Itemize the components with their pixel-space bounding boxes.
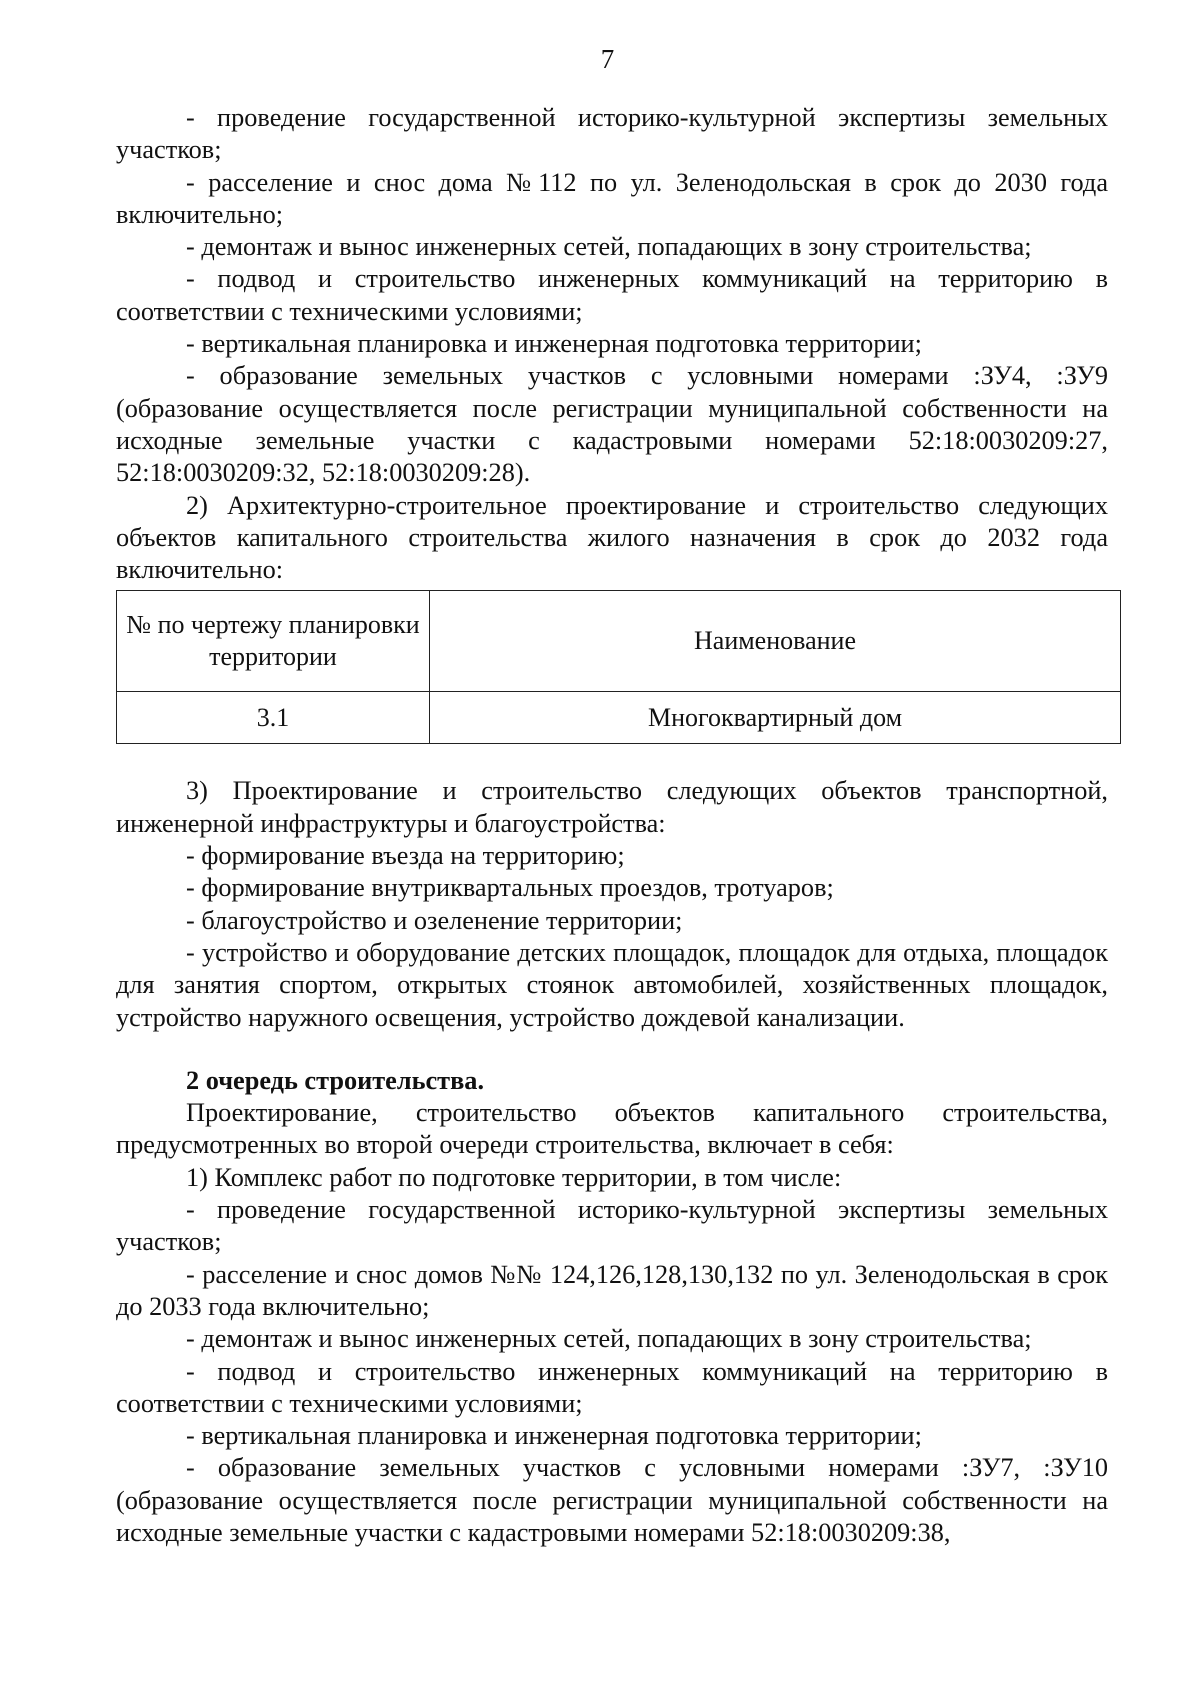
table-header-row [117, 591, 1121, 692]
paragraph: - образование земельных участков с условными номерами :ЗУ4, :ЗУ9 (образование осуществляется после регистрации муниципальной собственности на исходные земельные участки с кадастровыми номерами 52:18:0030209:27, 52:18:0030209:32, 52:18:0030209:28). [116, 361, 1108, 488]
paragraph: - проведение государственной историко-культурной экспертизы земельных участков; [116, 1195, 1108, 1257]
paragraph: - подвод и строительство инженерных коммуникаций на территорию в соответствии с техническими условиями; [116, 264, 1108, 326]
table-header-number: № по чертежу планировки территории [117, 591, 430, 692]
paragraph: - расселение и снос домов №№ 124,126,128,130,132 по ул. Зеленодольская в срок до 2033 года включительно; [116, 1259, 1108, 1321]
paragraph: 2) Архитектурно-строительное проектирование и строительство следующих объектов капитального строительства жилого назначения в срок до 2032 года включительно: [116, 490, 1108, 585]
objects-table [116, 590, 1121, 744]
paragraph: Проектирование, строительство объектов капитального строительства, предусмотренных во второй очереди строительства, включает в себя: [116, 1098, 1108, 1160]
paragraph: - демонтаж и вынос инженерных сетей, попадающих в зону строительства; [186, 232, 1032, 262]
paragraph: - вертикальная планировка и инженерная подготовка территории; [186, 1421, 922, 1451]
paragraph: - формирование внутриквартальных проездов, тротуаров; [186, 873, 834, 903]
paragraph: - образование земельных участков с условными номерами :ЗУ7, :ЗУ10 (образование осуществляется после регистрации муниципальной собственности на исходные земельные участки с кадастровыми номерами 52:18:0030209:38, [116, 1453, 1108, 1547]
section-heading: 2 очередь строительства. [186, 1065, 485, 1095]
document-body [116, 102, 1108, 1549]
paragraph: - проведение государственной историко-культурной экспертизы земельных участков; [116, 103, 1108, 165]
paragraph: - устройство и оборудование детских площадок, площадок для отдыха, площадок для занятия спортом, открытых стоянок автомобилей, хозяйственных площадок, устройство наружного освещения, устройство дождевой канализации. [116, 937, 1108, 1032]
paragraph: 1) Комплекс работ по подготовке территории, в том числе: [186, 1162, 842, 1192]
table-header-name: Наименование [430, 591, 1121, 692]
page-number: 7 [600, 44, 615, 74]
paragraph: - подвод и строительство инженерных коммуникаций на территорию в соответствии с техническими условиями; [116, 1356, 1108, 1418]
table-cell-name: Многоквартирный дом [430, 692, 1121, 744]
paragraph: - демонтаж и вынос инженерных сетей, попадающих в зону строительства; [186, 1324, 1032, 1354]
paragraph: - расселение и снос дома №112 по ул. Зеленодольская в срок до 2030 года включительно; [116, 167, 1108, 229]
paragraph: - формирование въезда на территорию; [186, 841, 625, 871]
paragraph: - вертикальная планировка и инженерная подготовка территории; [186, 329, 922, 359]
paragraph: - благоустройство и озеленение территории; [186, 905, 683, 935]
table-cell-number: 3.1 [117, 692, 430, 744]
paragraph: 3) Проектирование и строительство следующих объектов транспортной, инженерной инфраструктуры и благоустройства: [116, 776, 1108, 838]
table-row [117, 692, 1121, 744]
